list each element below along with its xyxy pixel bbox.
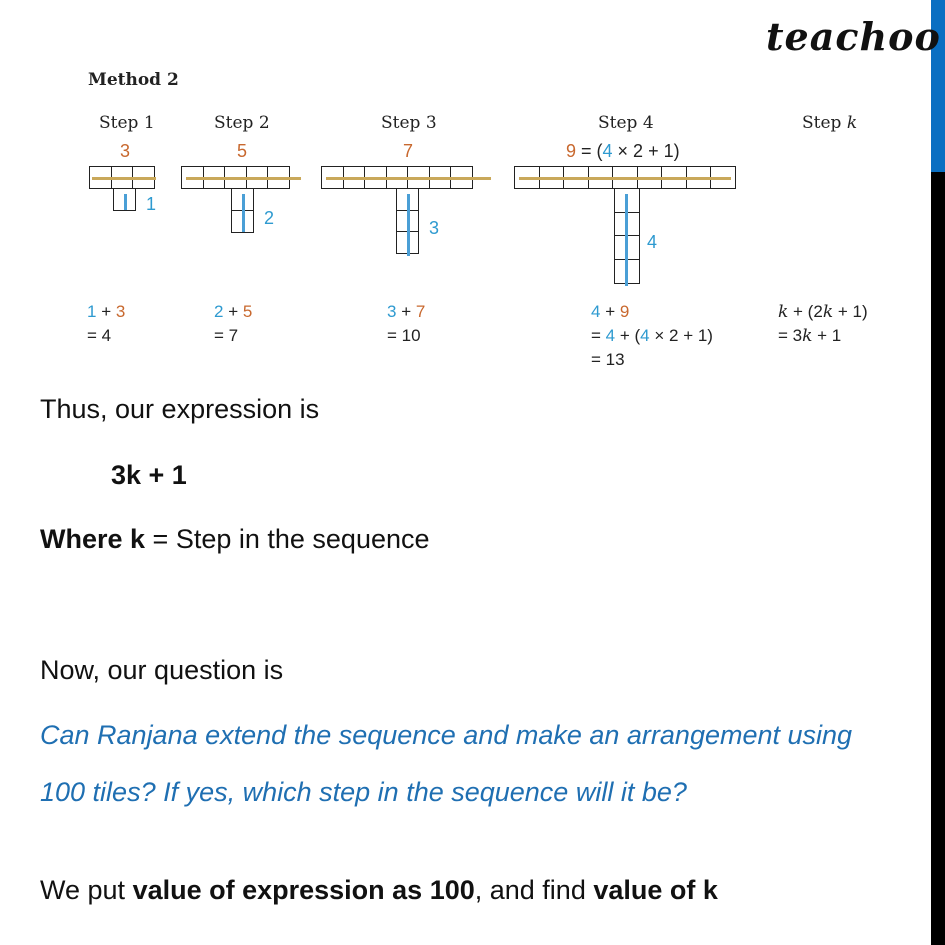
step-4-h-line: [519, 177, 731, 180]
line2-a: 4: [605, 326, 616, 345]
step-4-sum: [591, 300, 713, 372]
question-line-1: Can Ranjana extend the sequence and make an arrangement using: [40, 720, 853, 750]
step-k-sum: [778, 300, 868, 348]
step-4-side-count: 4: [647, 232, 658, 252]
sum-a: 2: [214, 302, 224, 321]
step-1-v-line: [124, 194, 127, 210]
where-rest: = Step in the sequence: [145, 524, 430, 554]
line2-b: 4: [640, 326, 650, 345]
step-3-label: Step 3: [381, 113, 437, 133]
line1-end: + 1): [833, 302, 868, 321]
step-2-side-count: 2: [264, 208, 275, 228]
step-4-top-formula: [566, 141, 680, 162]
line2-mid: + (: [615, 326, 641, 345]
step-4-label: Step 4: [598, 113, 654, 133]
final-mid: , and find: [474, 875, 594, 905]
sum-a: 3: [387, 302, 397, 321]
step-1-h-line: [92, 177, 156, 180]
step-k-prefix: Step: [802, 113, 847, 133]
where-line: [40, 524, 430, 555]
step-3-v-line: [407, 194, 410, 256]
expression-intro: Thus, our expression is: [40, 394, 320, 424]
line2-rest: × 2 + 1): [649, 326, 713, 345]
step-k-var: k: [846, 113, 858, 133]
step-1-label: Step 1: [99, 113, 155, 133]
sum-result: = 4: [87, 326, 112, 345]
sum-result: = 7: [214, 326, 239, 345]
formula-k: 4: [602, 141, 613, 161]
step-3-side-count: 3: [429, 218, 440, 238]
step-2-label: Step 2: [214, 113, 270, 133]
step-1-side-count: 1: [146, 194, 157, 214]
final-bold-1: value of expression as 100: [132, 875, 475, 905]
formula-rest: × 2 + 1): [612, 141, 680, 161]
figure-title: Method 2: [88, 70, 179, 90]
sidebar-accent-black: [931, 172, 945, 945]
step-k-label: [802, 113, 857, 133]
step-3-h-line: [326, 177, 491, 180]
k-var: k: [802, 326, 813, 346]
step-4-top-count: 9: [566, 141, 577, 161]
formula-eq: = (: [576, 141, 603, 161]
expression: 3k + 1: [111, 460, 187, 490]
sum-a: 4: [591, 302, 601, 321]
sum-b: 7: [415, 302, 426, 321]
sum-plus: +: [223, 302, 243, 321]
step-2-v-line: [242, 194, 245, 232]
line2-end: + 1: [812, 326, 842, 345]
sum-b: 5: [242, 302, 253, 321]
step-2-h-line: [186, 177, 301, 180]
line2-eq: =: [591, 326, 606, 345]
step-2-top-count: 5: [237, 141, 248, 161]
sum-b: 9: [619, 302, 630, 321]
sum-result: = 10: [387, 326, 421, 345]
line2-pre: = 3: [778, 326, 803, 345]
step-3-sum: [387, 300, 425, 348]
step-2-sum: [214, 300, 252, 348]
where-bold: Where k: [40, 524, 146, 554]
sum-result: = 13: [591, 350, 625, 369]
step-1-sum: [87, 300, 125, 348]
sum-plus: +: [96, 302, 116, 321]
sum-b: 3: [115, 302, 126, 321]
line1-mid: + (2: [788, 302, 823, 321]
final-bold-2: value of k: [593, 875, 718, 905]
sum-plus: +: [396, 302, 416, 321]
step-3-top-count: 7: [403, 141, 414, 161]
question-intro: Now, our question is: [40, 655, 284, 685]
sum-plus: +: [600, 302, 620, 321]
k-var: k: [822, 302, 834, 322]
step-1-top-count: 3: [120, 141, 131, 161]
sum-a: 1: [87, 302, 97, 321]
final-line: [40, 875, 718, 906]
k-var: k: [778, 302, 789, 322]
question-line-2: 100 tiles? If yes, which step in the sequence will it be?: [40, 777, 687, 807]
final-pre: We put: [40, 875, 133, 905]
teachoo-logo: teachoo: [766, 14, 941, 59]
step-4-v-line: [625, 194, 628, 286]
